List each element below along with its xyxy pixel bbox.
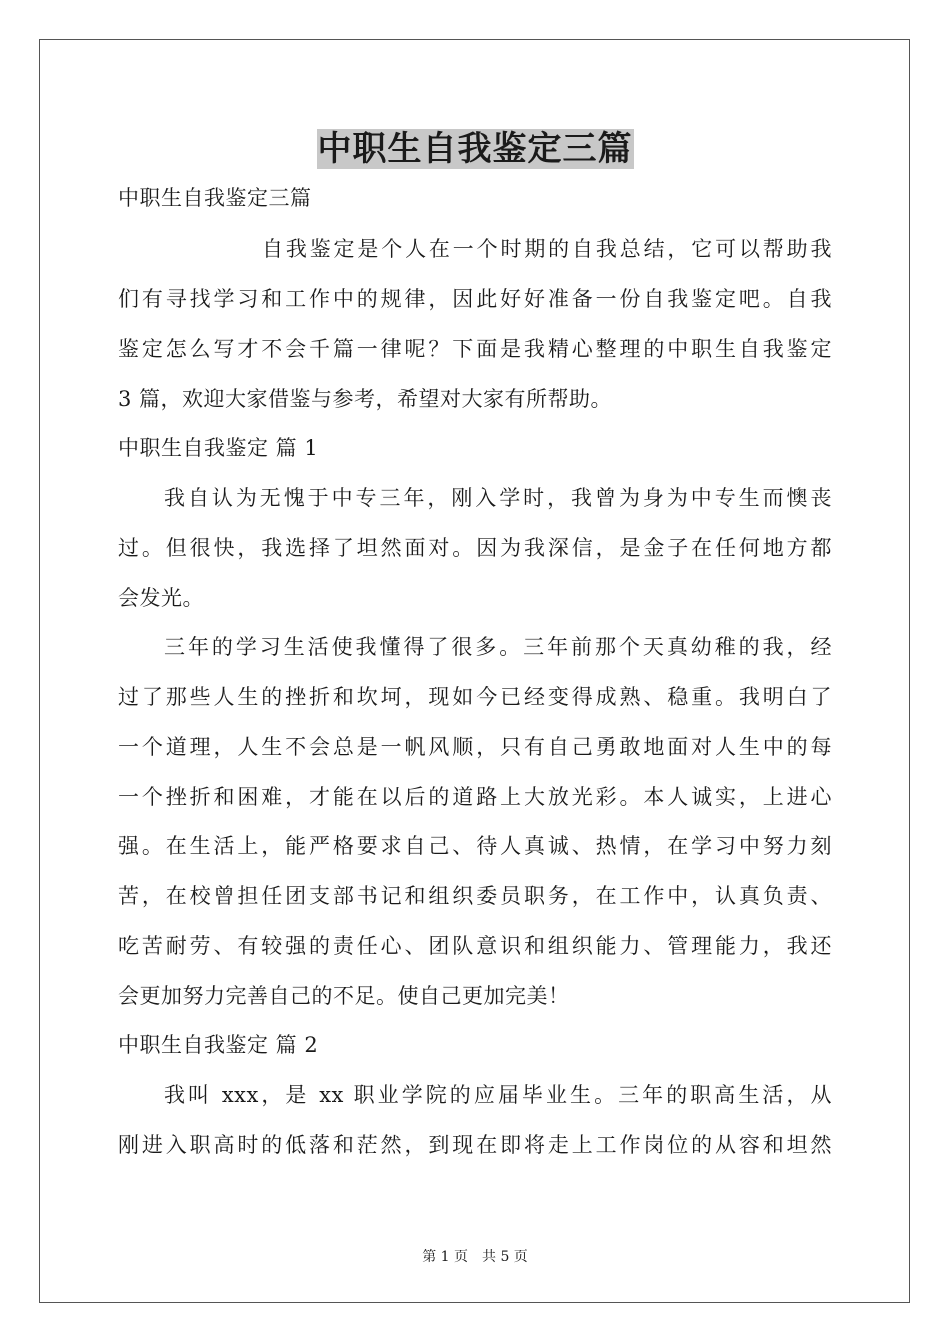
section-1-para-2-line-2: 过了那些人生的挫折和坎坷，现如今已经变得成熟、稳重。我明白了 xyxy=(118,685,832,709)
intro-line-4: 3 篇，欢迎大家借鉴与参考，希望对大家有所帮助。 xyxy=(118,387,613,411)
section-1-para-2-line-5: 强。在生活上，能严格要求自己、待人真诚、热情，在学习中努力刻 xyxy=(118,834,832,858)
intro-line-3: 鉴定怎么写才不会千篇一律呢？下面是我精心整理的中职生自我鉴定 xyxy=(118,337,832,361)
section-2-heading: 中职生自我鉴定 篇 2 xyxy=(118,1033,319,1057)
section-2-para-1-line-2: 刚进入职高时的低落和茫然，到现在即将走上工作岗位的从容和坦然 xyxy=(118,1133,832,1157)
intro-line-1: 自我鉴定是个人在一个时期的自我总结，它可以帮助我 xyxy=(262,237,832,261)
page-footer: 第 1 页 共 5 页 xyxy=(422,1249,528,1265)
section-1-para-1-line-2: 过。但很快，我选择了坦然面对。因为我深信，是金子在任何地方都 xyxy=(118,536,832,560)
section-1-heading: 中职生自我鉴定 篇 1 xyxy=(118,436,319,460)
section-2-para-1-line-1: 我叫 xxx，是 xx 职业学院的应届毕业生。三年的职高生活，从 xyxy=(164,1083,832,1107)
page-border xyxy=(39,39,910,1303)
document-title xyxy=(0,124,950,174)
section-1-para-1-line-3: 会发光。 xyxy=(118,586,204,610)
section-1-para-2-line-6: 苦，在校曾担任团支部书记和组织委员职务，在工作中，认真负责、 xyxy=(118,884,832,908)
section-1-para-2-line-3: 一个道理，人生不会总是一帆风顺，只有自己勇敢地面对人生中的每 xyxy=(118,735,832,759)
intro-line-2: 们有寻找学习和工作中的规律，因此好好准备一份自我鉴定吧。自我 xyxy=(118,287,832,311)
section-1-para-2-line-7: 吃苦耐劳、有较强的责任心、团队意识和组织能力、管理能力，我还 xyxy=(118,934,832,958)
section-1-para-1-line-1: 我自认为无愧于中专三年，刚入学时，我曾为身为中专生而懊丧 xyxy=(164,486,832,510)
document-title-text: 中职生自我鉴定三篇 xyxy=(317,129,633,169)
section-1-para-2-line-4: 一个挫折和困难，才能在以后的道路上大放光彩。本人诚实，上进心 xyxy=(118,785,832,809)
section-1-para-2-line-8: 会更加努力完善自己的不足。使自己更加完美！ xyxy=(118,984,570,1008)
section-1-para-2-line-1: 三年的学习生活使我懂得了很多。三年前那个天真幼稚的我，经 xyxy=(164,635,832,659)
document-subtitle: 中职生自我鉴定三篇 xyxy=(118,186,312,210)
